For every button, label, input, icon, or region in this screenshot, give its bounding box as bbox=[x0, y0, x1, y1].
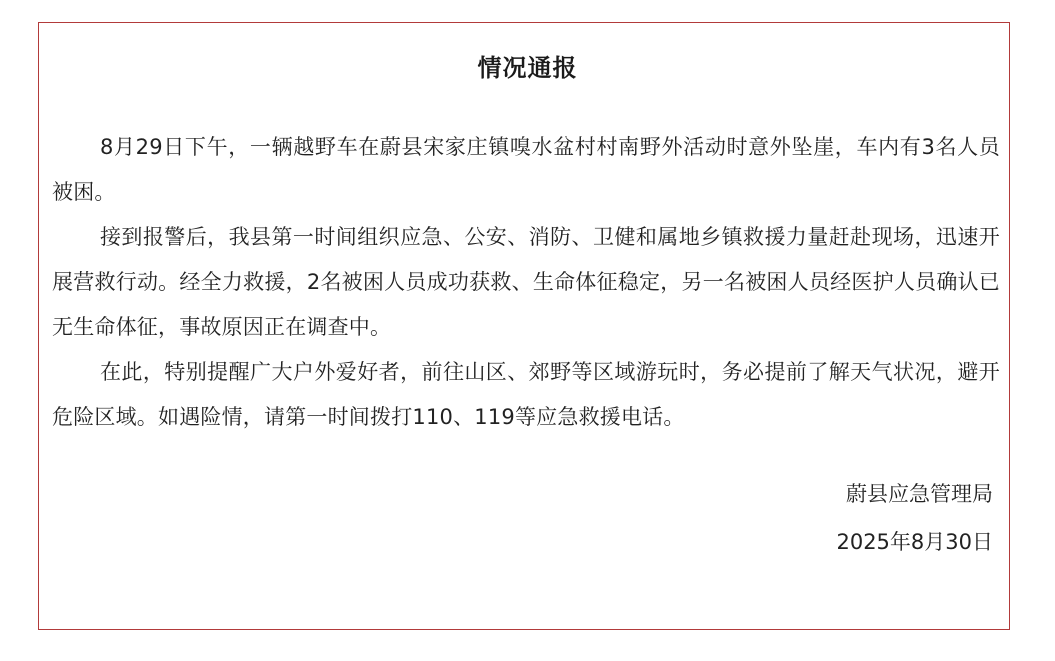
paragraph-rescue: 接到报警后，我县第一时间组织应急、公安、消防、卫健和属地乡镇救援力量赶赴现场，迅速开展营救行动。经全力救援，2名被困人员成功获救、生命体征稳定，另一名被困人员经医护人员确认已无生命体征，事故原因正在调查中。 bbox=[52, 225, 1000, 339]
notice-title: 情况通报 bbox=[477, 54, 578, 82]
paragraph-incident: 8月29日下午，一辆越野车在蔚县宋家庄镇嗅水盆村村南野外活动时意外坠崖，车内有3名人员被困。 bbox=[52, 135, 1000, 204]
issuer-name: 蔚县应急管理局 bbox=[846, 482, 993, 506]
notice-body bbox=[52, 125, 1000, 440]
paragraph-reminder: 在此，特别提醒广大户外爱好者，前往山区、郊野等区域游玩时，务必提前了解天气状况，避开危险区域。如遇险情，请第一时间拨打110、119等应急救援电话。 bbox=[52, 360, 1000, 429]
issue-date: 2025年8月30日 bbox=[836, 530, 993, 554]
